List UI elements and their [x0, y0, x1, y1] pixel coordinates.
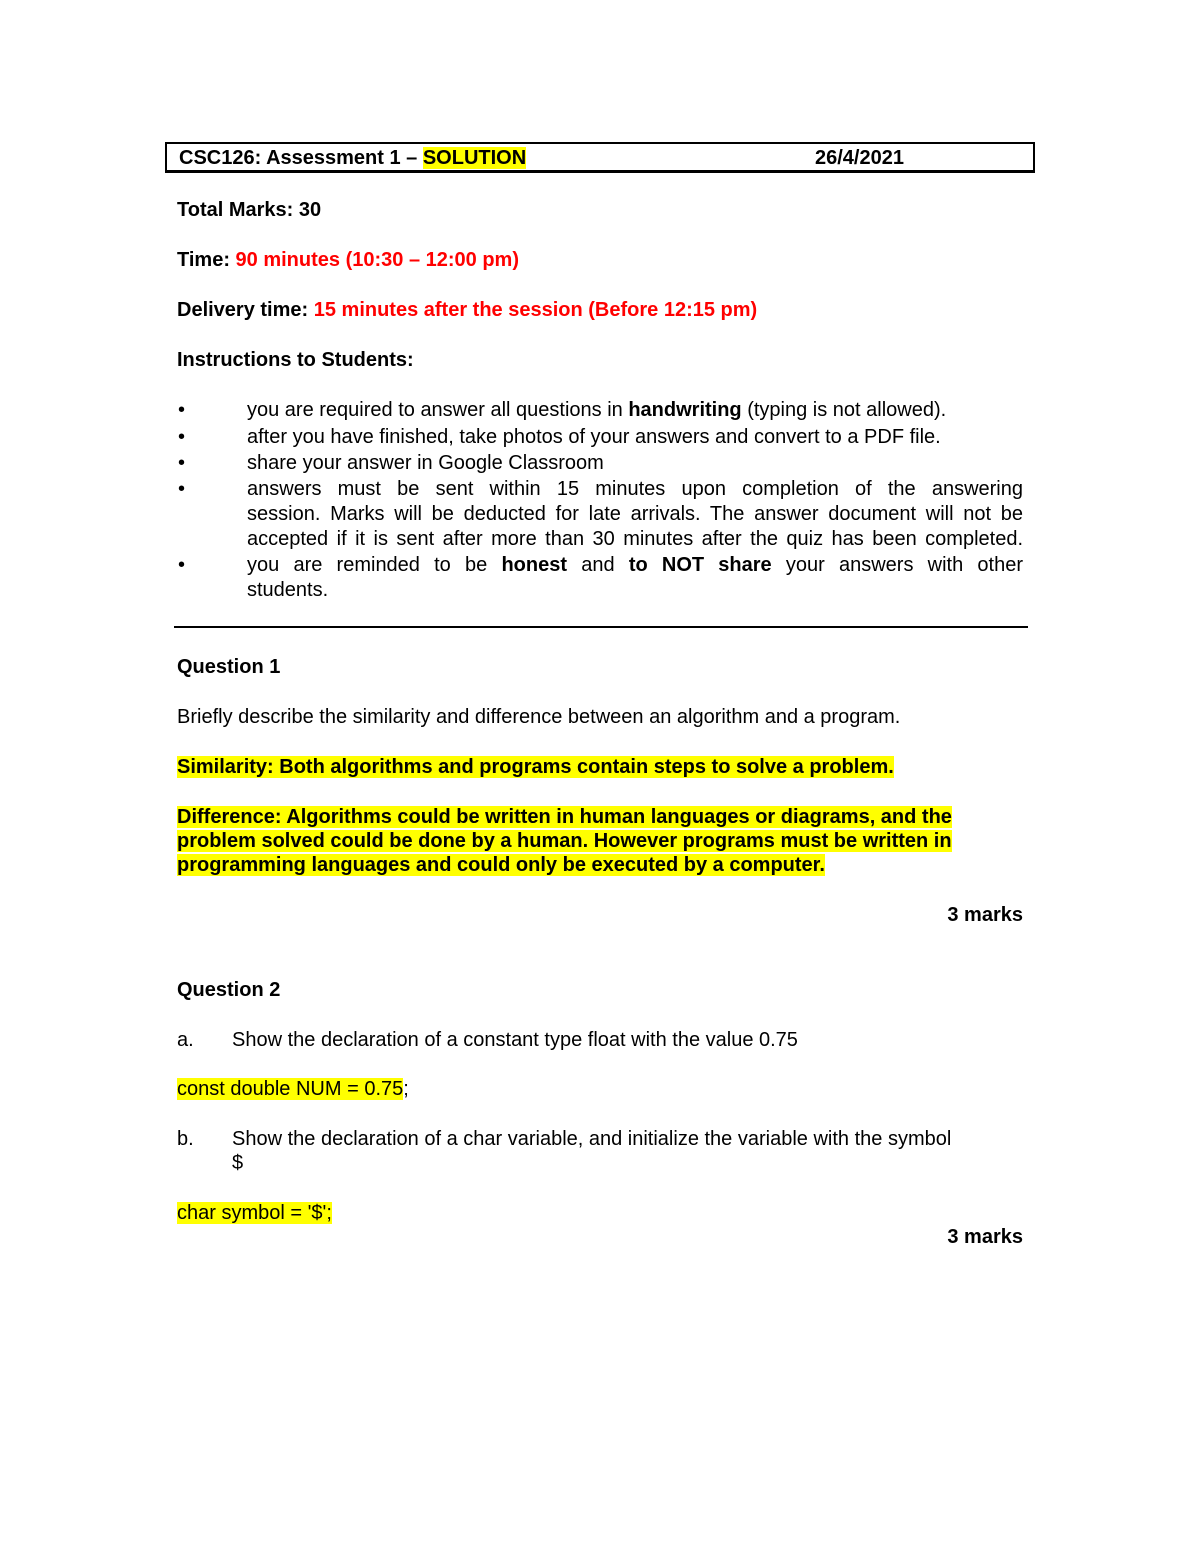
- instruction-item-5-line-2: students.: [247, 579, 329, 601]
- difference-answer-line-2: problem solved could be done by a human. However programs must be written in: [177, 830, 952, 852]
- instruction-item-4-line-2: session. Marks will be deducted for late arrivals. The answer document will not be: [247, 503, 1023, 525]
- time-line: [177, 248, 519, 272]
- answer-2b-code: char symbol = '$';: [177, 1202, 332, 1224]
- instruction-item-4-line-1: answers must be sent within 15 minutes upon completion of the answering: [247, 478, 1023, 500]
- instruction-item-1: [247, 398, 1023, 423]
- item1-text-a: you are required to answer all questions in: [247, 399, 629, 421]
- instruction-item-5-line-1: [247, 553, 1023, 578]
- bullet-1: •: [178, 399, 186, 421]
- item1-text-c: (typing is not allowed).: [741, 399, 947, 421]
- total-marks: [177, 198, 321, 222]
- time-value: 90 minutes (10:30 – 12:00 pm): [229, 249, 519, 271]
- question-2b-text-line-2: $: [232, 1152, 244, 1174]
- question-2-marks: 3 marks: [947, 1226, 1023, 1248]
- question-1-similarity: [177, 755, 894, 779]
- header-date: 26/4/2021: [815, 147, 904, 169]
- delivery-label: Delivery time:: [177, 299, 309, 321]
- question-2-title: Question 2: [177, 979, 281, 1001]
- question-2b-label: b.: [177, 1128, 194, 1150]
- question-2b-text-line-1: Show the declaration of a char variable, and initialize the variable with the symbol: [232, 1128, 952, 1150]
- difference-answer-line-3: programming languages and could only be executed by a computer.: [177, 854, 825, 876]
- question-2a-answer: [177, 1077, 409, 1101]
- instruction-item-2: after you have finished, take photos of your answers and convert to a PDF file.: [247, 426, 941, 448]
- section-divider: [174, 626, 1028, 628]
- solution-tag: SOLUTION: [422, 147, 527, 169]
- course-title: CSC126: Assessment 1 –: [179, 147, 423, 169]
- item5-text-honest: honest: [501, 554, 568, 576]
- total-marks-label: Total Marks:: [177, 199, 294, 221]
- question-1-difference-line-3: [177, 853, 825, 877]
- bullet-5: •: [178, 554, 186, 576]
- item5-text-e: your answers with other: [771, 554, 1024, 576]
- header-box: [165, 142, 1035, 173]
- header-title: [179, 146, 526, 170]
- question-2a-label: a.: [177, 1029, 194, 1051]
- difference-answer-line-1: Difference: Algorithms could be written in human languages or diagrams, and the: [177, 806, 952, 828]
- instruction-item-3: share your answer in Google Classroom: [247, 452, 604, 474]
- item5-text-c: and: [567, 554, 629, 576]
- answer-2a-code: const double NUM = 0.75: [177, 1078, 404, 1100]
- instruction-item-4-line-3: accepted if it is sent after more than 30 minutes after the quiz has been completed.: [247, 528, 1023, 550]
- item1-text-bold: handwriting: [628, 399, 742, 421]
- question-1-marks: 3 marks: [947, 904, 1023, 926]
- question-1-prompt: Briefly describe the similarity and difference between an algorithm and a program.: [177, 706, 901, 728]
- instructions-heading: Instructions to Students:: [177, 349, 414, 371]
- item5-text-a: you are reminded to be: [247, 554, 502, 576]
- question-1-difference-line-2: [177, 829, 952, 853]
- similarity-answer: Similarity: Both algorithms and programs contain steps to solve a problem.: [177, 756, 894, 778]
- delivery-value: 15 minutes after the session (Before 12:15 pm): [308, 299, 758, 321]
- answer-2a-semicolon: ;: [403, 1078, 409, 1100]
- bullet-2: •: [178, 426, 186, 448]
- total-marks-value: 30: [293, 199, 322, 221]
- question-2b-answer: [177, 1201, 332, 1225]
- bullet-4: •: [178, 478, 186, 500]
- delivery-line: [177, 298, 757, 322]
- question-1-difference-line-1: [177, 805, 952, 829]
- time-label: Time:: [177, 249, 230, 271]
- question-2a-text: Show the declaration of a constant type float with the value 0.75: [232, 1029, 798, 1051]
- question-1-title: Question 1: [177, 656, 281, 678]
- bullet-3: •: [178, 452, 186, 474]
- item5-text-not-share: to NOT share: [628, 554, 772, 576]
